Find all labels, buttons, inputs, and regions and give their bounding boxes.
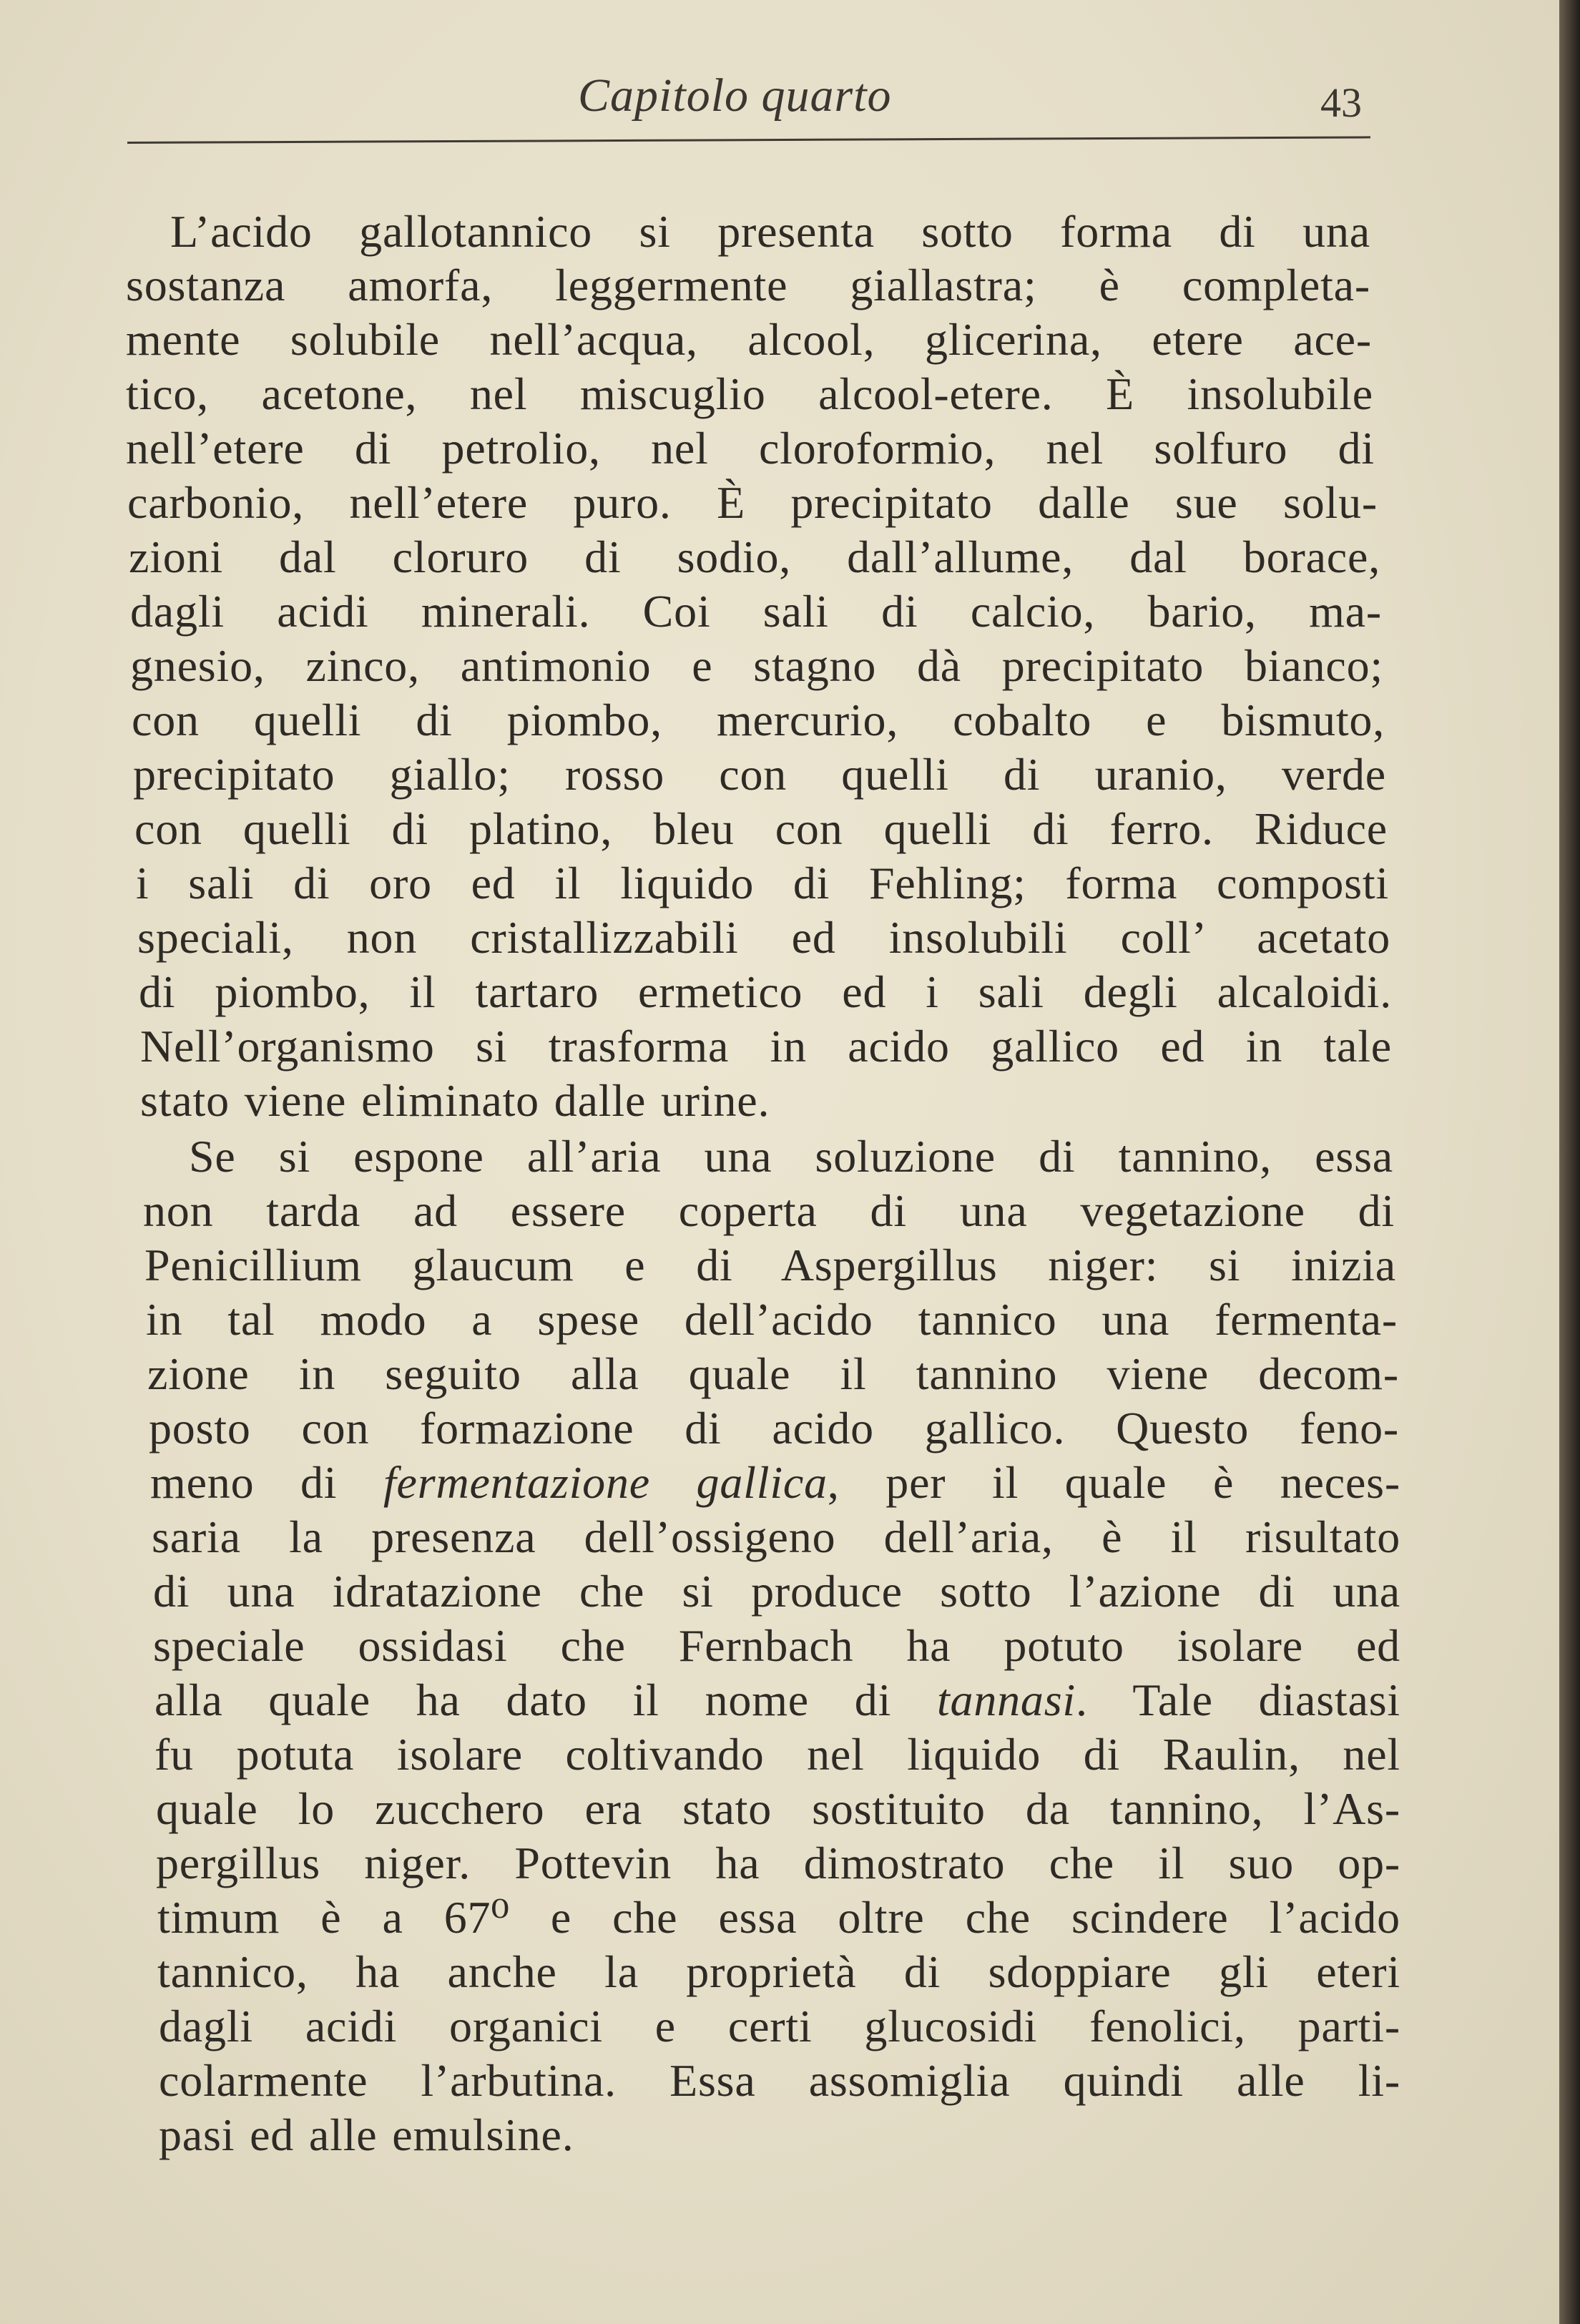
text-line: in tal modo a spese dell’acido tannico una fermenta- [146, 1294, 1398, 1345]
text-line: quale lo zucchero era stato sostituito da tannino, l’As- [156, 1783, 1400, 1834]
text-line: carbonio, nell’etere puro. È precipitato dalle sue solu- [127, 477, 1378, 528]
text-line: zioni dal cloruro di sodio, dall’allume, dal borace, [129, 531, 1380, 582]
text-line: tannico, ha anche la proprietà di sdoppiare gli eteri [157, 1946, 1400, 1997]
text-line: gnesio, zinco, antimonio e stagno dà precipitato bianco; [130, 640, 1383, 691]
text-segment: . Tale diastasi [1076, 1675, 1401, 1725]
italic-term-tannasi: tannasi [936, 1675, 1076, 1725]
text-line: nell’etere di petrolio, nel cloroformio, nel solfuro di [126, 423, 1375, 474]
text-line-with-italic [154, 1677, 1400, 1723]
text-line: saria la presenza dell’ossigeno dell’aria, è il risultato [152, 1511, 1400, 1562]
text-line: speciali, non cristallizzabili ed insolubili coll’ acetato [137, 912, 1390, 963]
text-line: stato viene eliminato dalle urine. [140, 1075, 770, 1126]
text-line: timum è a 67⁰ e che essa oltre che scindere l’acido [157, 1892, 1400, 1943]
text-line: colarmente l’arbutina. Essa assomiglia quindi alle li- [159, 2055, 1400, 2106]
text-line: precipitato giallo; rosso con quelli di uranio, verde [133, 749, 1386, 800]
text-line: dagli acidi minerali. Coi sali di calcio, bario, ma- [130, 586, 1382, 637]
text-segment: meno di [150, 1457, 383, 1508]
text-line: tico, acetone, nel miscuglio alcool-etere. È insolubile [126, 368, 1373, 419]
chapter-title: Capitolo quarto [578, 69, 892, 122]
page-number: 43 [1320, 79, 1362, 126]
text-line-with-italic [150, 1457, 1400, 1508]
text-line: i sali di oro ed il liquido di Fehling; forma composti [136, 858, 1389, 908]
text-line: posto con formazione di acido gallico. Questo feno- [149, 1403, 1399, 1453]
text-line: zione in seguito alla quale il tannino viene decom- [147, 1348, 1399, 1399]
text-line: Nell’organismo si trasforma in acido gallico ed in tale [140, 1021, 1392, 1072]
text-line: Se si espone all’aria una soluzione di tannino, essa [189, 1131, 1393, 1182]
text-line: con quelli di piombo, mercurio, cobalto e bismuto, [132, 695, 1385, 745]
text-line: pasi ed alle emulsine. [159, 2109, 574, 2160]
text-line: pergillus niger. Pottevin ha dimostrato che il suo op- [156, 1838, 1400, 1888]
text-line: di piombo, il tartaro ermetico ed i sali degli alcaloidi. [139, 966, 1392, 1017]
text-line: mente solubile nell’acqua, alcool, glicerina, etere ace- [126, 314, 1372, 365]
text-line: fu potuta isolare coltivando nel liquido di Raulin, nel [154, 1729, 1400, 1780]
text-line: di una idratazione che si produce sotto l’azione di una [153, 1566, 1400, 1617]
text-line: L’acido gallotannico si presenta sotto forma di una [170, 206, 1370, 257]
text-line: sostanza amorfa, leggermente giallastra; è completa- [126, 260, 1370, 310]
text-line: con quelli di platino, bleu con quelli di ferro. Riduce [134, 803, 1388, 854]
text-line: dagli acidi organici e certi glucosidi fenolici, parti- [159, 2001, 1400, 2051]
italic-term-fermentazione-gallica: fermentazione gallica [383, 1457, 828, 1508]
book-edge [1559, 0, 1580, 2324]
text-line: speciale ossidasi che Fernbach ha potuto isolare ed [153, 1620, 1400, 1671]
text-segment: alla quale ha dato il nome di [154, 1675, 937, 1725]
text-segment: , per il quale è neces- [827, 1457, 1400, 1508]
text-line: non tarda ad essere coperta di una vegetazione di [143, 1185, 1395, 1236]
text-line: Penicillium glaucum e di Aspergillus niger: si inizia [144, 1240, 1396, 1290]
